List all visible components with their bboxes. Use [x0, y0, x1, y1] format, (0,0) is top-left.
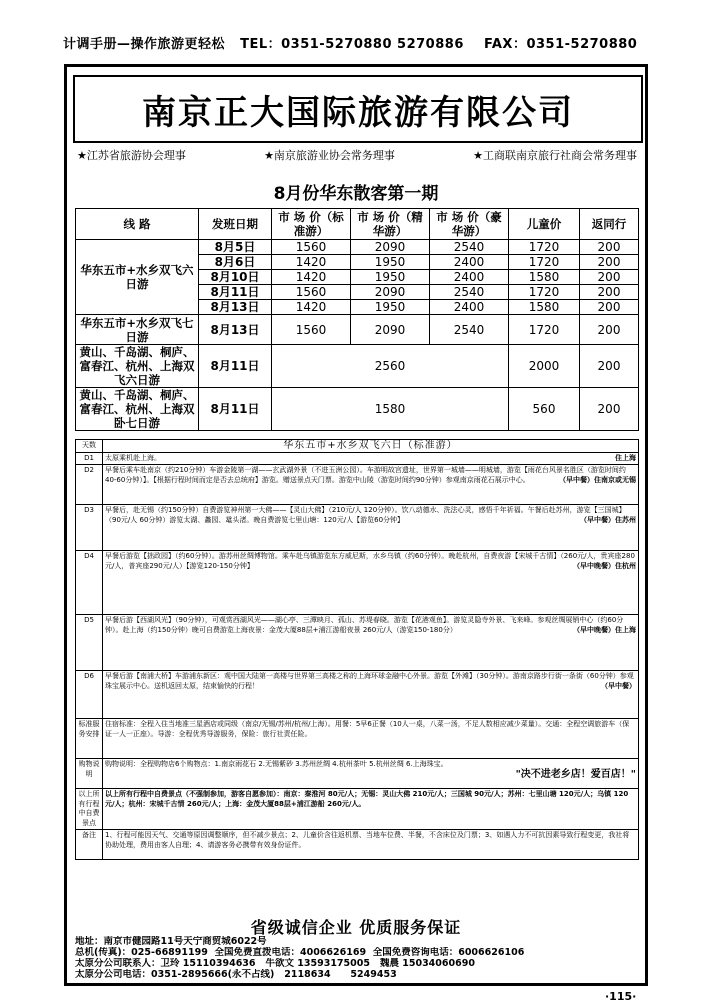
date-cell: 8月13日 — [199, 315, 272, 345]
header-tel: TEL：0351-5270880 5270886 — [240, 37, 464, 52]
price-cell: 1720 — [509, 285, 580, 300]
optional-label: 以上所有行程中自费景点 — [76, 789, 103, 830]
hotline: 全国免费直拨电话：4006626169 — [214, 947, 367, 958]
price-cell: 2400 — [430, 255, 509, 270]
membership-1: ★江苏省旅游协会理事 — [77, 149, 186, 162]
shopping-cell — [103, 759, 639, 789]
taiyuan-tel: 太原分公司电话：0351-2895666(永不占线) — [75, 969, 275, 980]
membership-3: ★工商联南京旅行社商会常务理事 — [473, 149, 637, 162]
price-cell: 1560 — [272, 285, 351, 300]
complaint-line: 全国免费咨询电话：6006626106 — [372, 947, 525, 958]
price-cell: 200 — [580, 388, 639, 431]
price-cell: 1420 — [272, 300, 351, 315]
itinerary-row — [76, 789, 639, 830]
route-cell: 华东五市+水乡双飞六日游 — [76, 240, 199, 315]
itinerary-row — [76, 830, 639, 860]
membership-2: ★南京旅游业协会常务理事 — [264, 149, 395, 162]
contact-3: 魏晨 15034060690 — [379, 958, 475, 969]
price-header-row — [76, 209, 639, 240]
day-description: 早餐后乘车赴南京（约210分钟）车游金陵第一湖——玄武湖外景（不进玉洲公园）。车游明故宫遗址，世界第一城墙——明城墙，游览【雨花台风景名胜区（游览时间约40-60分钟）】。【根据行程时间而定是否去总统府】游览。赠送景点天门票。游览中山陵（游览时间约90分钟）参观南京雨花石展示中心。 — [105, 466, 626, 484]
day-text — [103, 551, 639, 615]
day-text — [103, 505, 639, 551]
col-route: 线 路 — [76, 209, 199, 240]
price-cell: 1950 — [351, 270, 430, 285]
phone-line — [75, 947, 645, 958]
price-cell: 200 — [580, 315, 639, 345]
period-title: 8月份华东散客第一期 — [273, 184, 439, 204]
date-cell: 8月11日 — [199, 285, 272, 300]
price-cell: 2540 — [430, 315, 509, 345]
memberships — [77, 147, 637, 163]
table-row — [76, 240, 639, 255]
itinerary-row — [76, 505, 639, 551]
price-cell: 1560 — [272, 315, 351, 345]
col-rebate: 返同行 — [580, 209, 639, 240]
title-box — [73, 75, 643, 143]
price-cell: 200 — [580, 345, 639, 388]
date-cell: 8月13日 — [199, 300, 272, 315]
day-label: D2 — [76, 465, 103, 505]
shopping-label: 购物说明 — [76, 759, 103, 789]
day-description: 早餐后，赴无锡（约150分钟）自费游览神州第一大佛——【灵山大佛】（210元/人 120分钟）。饮八动德水、洗法心灵，感悟千年祈福。午餐后赴苏州，游览【三国城】（90元/人 60分钟）游览太湖、蠡园、鼋头渚。晚自费游览七里山塘：120元/人【游览60分钟】 — [105, 506, 626, 524]
itinerary-row — [76, 551, 639, 615]
price-cell: 2560 — [272, 345, 509, 388]
day-text — [103, 671, 639, 719]
day-description: 早餐后游【南浦大桥】车游浦东新区：观中国大陆第一高楼与世界第三高楼之称的上海环球金融中心外景。游览【外滩】（30分钟）。游南京路步行街一条街（60分钟）参观珠宝展示中心。送机返回太原，结束愉快的行程！ — [105, 672, 634, 690]
price-cell: 1580 — [509, 300, 580, 315]
taiyuan-contact: 太原分公司联系人：卫玲 15110394636 — [75, 958, 256, 969]
day-lodging: （早中餐）住苏州 — [580, 515, 636, 524]
price-cell: 200 — [580, 285, 639, 300]
header-fax: FAX：0351-5270880 — [483, 37, 638, 52]
date-cell: 8月11日 — [199, 388, 272, 431]
itinerary-heading: 华东五市+水乡双飞六日（标准游） — [103, 440, 639, 453]
day-text — [103, 615, 639, 671]
tel-2: 2118634 — [284, 969, 331, 980]
standard-label: 标准服务安排 — [76, 719, 103, 759]
contact-2: 牛欲文 13593175005 — [265, 958, 370, 969]
date-cell: 8月5日 — [199, 240, 272, 255]
table-row — [76, 345, 639, 388]
price-cell: 2090 — [351, 240, 430, 255]
day-text — [103, 465, 639, 505]
shopping-slogan: "决不进老乡店！爱百店！" — [515, 768, 636, 780]
price-cell: 200 — [580, 300, 639, 315]
day-description: 早餐后游览【拙政园】（约60分钟）。游苏州丝绸博物馆。乘车赴乌镇游览东方威尼斯，水乡乌镇（约60分钟）。晚赴杭州，自费夜游【宋城千古情】（260元/人，贵宾座280元/人，普宾座290元/人）【游览120-150分钟】 — [105, 552, 635, 570]
day-label: D5 — [76, 615, 103, 671]
day-lodging: （早中餐） — [601, 681, 636, 690]
company-name: 南京正大国际旅游有限公司 — [142, 92, 574, 133]
page-number: ·115· — [605, 990, 637, 1003]
table-row — [76, 315, 639, 345]
itinerary-row — [76, 452, 639, 465]
ad-frame — [64, 64, 648, 986]
price-cell: 2000 — [509, 345, 580, 388]
itinerary-header-row — [76, 440, 639, 453]
itinerary-table — [75, 439, 639, 860]
itinerary-row — [76, 719, 639, 759]
header-bar — [63, 33, 649, 55]
day-label: D1 — [76, 452, 103, 465]
day-label: D3 — [76, 505, 103, 551]
note-label: 备注 — [76, 830, 103, 860]
day-text — [103, 452, 639, 465]
col-luxury: 市 场 价（豪华游） — [430, 209, 509, 240]
route-cell: 华东五市+水乡双飞七日游 — [76, 315, 199, 345]
shopping-text: 购物说明：全程购物店6个购物点：1.南京雨花石 2.无锡紫砂 3.苏州丝绸 4.杭州茶叶 5.杭州丝绸 6.上海珠宝。 — [105, 760, 448, 768]
day-lodging: 住上海 — [615, 453, 636, 462]
price-table — [75, 208, 639, 431]
price-cell: 1950 — [351, 255, 430, 270]
day-description: 太原乘机赴上海。 — [105, 453, 161, 462]
price-cell: 2400 — [430, 270, 509, 285]
price-cell: 1420 — [272, 255, 351, 270]
note-text: 1、行程可能因天气、交通等原因调整顺序，但不减少景点；2、儿童价含往返机票、当地车位费、半餐，不含床位及门票；3、如遇人力不可抗因素导致行程变更，我社将协助处理，费用由客人自理；4、请游客务必携带有效身份证件。 — [103, 830, 639, 860]
route-cell: 黄山、千岛湖、桐庐、富春江、杭州、上海双卧七日游 — [76, 388, 199, 431]
col-standard: 市 场 价（标准游） — [272, 209, 351, 240]
table-row — [76, 388, 639, 431]
day-description: 早餐后游【西湖风光】（90分钟），可观赏西湖风光——湖心亭、三潭映月、孤山、苏堤春晓。游览【花港观鱼】。游览灵隐寺外景、飞来峰。参观丝绸展销中心（约60分钟）。赴上海（约150分钟）晚可自费游览上海夜景：金茂大厦88层+浦江游船夜景 260元/人（游览150-180分） — [105, 616, 624, 634]
itinerary-row — [76, 615, 639, 671]
price-cell: 2090 — [351, 315, 430, 345]
hq-tel: 总机(传真)：025-66891199 — [75, 947, 208, 958]
price-cell: 1720 — [509, 240, 580, 255]
price-cell: 1420 — [272, 270, 351, 285]
price-cell: 2400 — [430, 300, 509, 315]
header-tagline: 计调手册—操作旅游更轻松 — [63, 37, 226, 52]
day-lodging: （早中晚餐）住杭州 — [573, 561, 636, 570]
itinerary-row — [76, 759, 639, 789]
price-cell: 560 — [509, 388, 580, 431]
contact-block — [75, 936, 645, 980]
itinerary-row — [76, 465, 639, 505]
price-cell: 1560 — [272, 240, 351, 255]
date-cell: 8月11日 — [199, 345, 272, 388]
trust-slogan: 省级诚信企业 优质服务保证 — [250, 918, 462, 937]
tel-3: 5249453 — [350, 969, 397, 980]
price-cell: 2540 — [430, 240, 509, 255]
standard-text: 住宿标准：全程入住当地准三星酒店或同级（南京/无锡/苏州/杭州/上海）。用餐：5早6正餐（10人一桌，八菜一汤，不足人数相应减少菜量）。交通：全程空调旅游车（保证一人一正座）。导游：全程优秀导游服务，保险：旅行社责任险。 — [103, 719, 639, 759]
price-cell: 2540 — [430, 285, 509, 300]
price-cell: 1720 — [509, 315, 580, 345]
price-cell: 1720 — [509, 255, 580, 270]
date-cell: 8月10日 — [199, 270, 272, 285]
tel-line — [75, 969, 645, 980]
route-cell: 黄山、千岛湖、桐庐、富春江、杭州、上海双飞六日游 — [76, 345, 199, 388]
price-cell: 200 — [580, 240, 639, 255]
date-cell: 8月6日 — [199, 255, 272, 270]
itinerary-row — [76, 671, 639, 719]
day-lodging: （早中晚餐）住上海 — [573, 625, 636, 634]
optional-text: 以上所有行程中自费景点（不强制参加，游客自愿参加）：南京：秦淮河 80元/人；无锡：灵山大佛 210元/人；三国城 90元/人；苏州：七里山塘 120元/人；乌镇 120元/人；杭州：宋城千古情 260元/人；上海：金茂大厦88层+浦江游船 260元/人。 — [103, 789, 639, 830]
days-label: 天数 — [76, 440, 103, 453]
price-cell: 1580 — [272, 388, 509, 431]
price-cell: 2090 — [351, 285, 430, 300]
contact-line — [75, 958, 645, 969]
col-premium: 市 场 价（精华游） — [351, 209, 430, 240]
price-cell: 200 — [580, 270, 639, 285]
col-child: 儿童价 — [509, 209, 580, 240]
price-cell: 1950 — [351, 300, 430, 315]
price-cell: 200 — [580, 255, 639, 270]
address: 地址：南京市健园路11号天宁商贸城6022号 — [75, 936, 267, 947]
day-label: D6 — [76, 671, 103, 719]
col-date: 发班日期 — [199, 209, 272, 240]
price-cell: 1580 — [509, 270, 580, 285]
day-lodging: （早中餐）住南京或无锡 — [559, 475, 636, 484]
day-label: D4 — [76, 551, 103, 615]
